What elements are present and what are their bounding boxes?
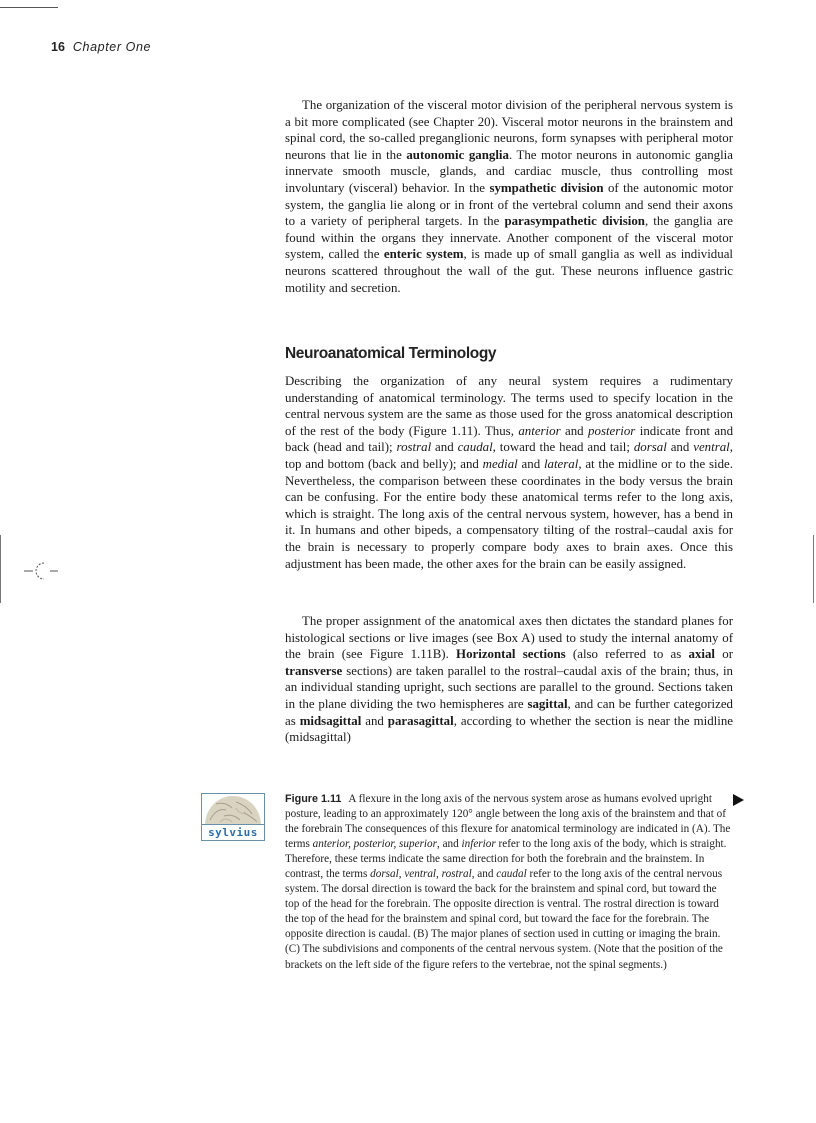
bold-term: parasagittal bbox=[387, 713, 454, 728]
text-run: sections) are taken parallel to the rostral–caudal axis of the brain; thus, in an individual standing upright, such sections are parallel to the ground. Sections taken in the plane dividing the two hemispheres are bbox=[285, 663, 733, 711]
bold-term: parasympathetic division bbox=[504, 214, 645, 229]
bold-term: sympathetic division bbox=[489, 180, 604, 195]
play-arrow-icon[interactable] bbox=[733, 794, 744, 806]
text-run: A flexure in the long axis of the nervous system arose as humans evolved upright posture, leading to an approximately 120° angle between the long axis of the brainstem and that of the forebrain The consequences of this flexure for anatomical terminology are indicated in (A). The terms bbox=[285, 793, 731, 851]
italic-term: caudal bbox=[457, 440, 493, 455]
page-number: 16 bbox=[51, 40, 65, 54]
crop-mark-left bbox=[0, 535, 1, 603]
sylvius-logo-icon[interactable] bbox=[201, 793, 265, 841]
italic-term: anterior bbox=[518, 423, 561, 438]
bold-term: axial bbox=[688, 647, 716, 662]
italic-term: posterior bbox=[588, 423, 636, 438]
text-run: and bbox=[361, 713, 388, 728]
running-head bbox=[51, 40, 151, 54]
bold-term: transverse bbox=[285, 663, 343, 678]
text-run: , bbox=[398, 868, 405, 881]
italic-term: ventral bbox=[404, 868, 437, 881]
text-run: , at the midline or to the side. Nevertheless, the comparison between these coordinates in the body versus the brain can be confusing. For the entire body these anatomical terms refer to the long axis, which is straight. The long axis of the central nervous system, however, has a bend in it. In humans and other bipeds, a compensatory tilting of the rostral–caudal axis for the brain is necessary to properly compare body axes to brain axes. Once this adjustment has been made, the other axes for the brain can be easily assigned. bbox=[285, 456, 734, 571]
italic-term: dorsal bbox=[370, 868, 399, 881]
crop-mark-top bbox=[0, 7, 58, 8]
text-run: , the ganglia are found within the organs they innervate. Another component of the visceral motor system, called the bbox=[285, 214, 733, 262]
text-run: refer to the long axis of the central nervous system. The dorsal direction is toward the back for the brainstem and spinal cord, but toward the top of the head for the forebrain. The opposite direction is ventral. The rostral direction is toward the top of the head for the brainstem and spinal cord, but toward the face for the forebrain. The opposite direction is caudal. (B) The major planes of section used in cutting or imaging the brain. (C) The subdivisions and components of the central nervous system. (Note that the position of the brackets on the left side of the figure refers to the vertebrae, not the spinal segments.) bbox=[285, 868, 723, 971]
text-run: , and bbox=[471, 868, 497, 881]
italic-term: caudal bbox=[496, 868, 527, 881]
text-run: Describing the organization of any neural system requires a rudimentary understanding of anatomical terminology. The terms used to specify location in the central nervous system are the same as those used for the gross anatomical description of the rest of the body (Figure 1.11). Thus, bbox=[285, 374, 733, 438]
text-run: or bbox=[715, 647, 733, 662]
text-run: , according to whether the section is near the midline (midsagittal) bbox=[285, 713, 733, 745]
text-run: and bbox=[666, 440, 694, 455]
text-run: , is made up of small ganglia as well as individual neurons scattered throughout the wall of the gut. These neurons influence gastric motility and secretion. bbox=[285, 247, 733, 295]
text-run: indicate front and back (head and tail); bbox=[285, 423, 734, 455]
bold-term: autonomic ganglia bbox=[406, 147, 509, 162]
text-run: , and can be further categorized as bbox=[285, 696, 733, 728]
text-run: . The motor neurons in autonomic ganglia innervate smooth muscle, glands, and cardiac muscle, thus controlling most involuntary (visceral) behavior. In the bbox=[285, 147, 733, 195]
paragraph-terminology bbox=[285, 373, 733, 572]
registration-mark-icon bbox=[22, 560, 60, 582]
chapter-title: Chapter One bbox=[72, 40, 152, 54]
italic-term: anterior, posterior, superior bbox=[312, 838, 437, 851]
text-run: and bbox=[431, 440, 458, 455]
figure-label: Figure 1.11 bbox=[285, 793, 342, 805]
italic-term: rostral bbox=[396, 440, 432, 455]
section-heading: Neuroanatomical Terminology bbox=[285, 345, 497, 362]
bold-term: midsagittal bbox=[299, 713, 362, 728]
text-run: and bbox=[560, 423, 589, 438]
crop-mark-right bbox=[813, 535, 814, 603]
caption-text bbox=[285, 793, 730, 971]
figure-caption bbox=[285, 792, 733, 973]
sylvius-brain-icon bbox=[202, 794, 264, 826]
text-run: refer to the long axis of the body, which is straight. Therefore, these terms indicate the same direction for both the forebrain and the brainstem. In contrast, the terms bbox=[285, 838, 727, 881]
text-run: The organization of the visceral motor division of the peripheral nervous system is a bit more complicated (see Chapter 20). Visceral motor neurons in the brainstem and spinal cord, the so-called preganglionic neurons, form synapses with peripheral motor neurons that lie in the bbox=[285, 98, 733, 162]
text-run: , top and bottom (back and belly); and bbox=[285, 440, 733, 471]
paragraph-visceral-motor bbox=[285, 97, 733, 296]
italic-term: lateral bbox=[543, 456, 579, 471]
italic-term: ventral bbox=[693, 440, 730, 455]
sylvius-logo-text: sylvius bbox=[202, 824, 264, 840]
paragraph-planes bbox=[285, 613, 733, 746]
italic-term: dorsal bbox=[633, 440, 667, 455]
text-run: and bbox=[517, 456, 544, 471]
text-run: The proper assignment of the anatomical axes then dictates the standard planes for histological sections or live images (see Box A) used to study the internal anatomy of the brain (see Figure 1.11B). bbox=[285, 614, 733, 662]
italic-term: inferior bbox=[461, 838, 496, 851]
bold-term: enteric system bbox=[383, 247, 464, 262]
text-run: , and bbox=[436, 838, 462, 851]
text-run: (also referred to as bbox=[565, 647, 689, 662]
text-run: , bbox=[436, 868, 442, 881]
italic-term: rostral bbox=[441, 868, 472, 881]
text-run: of the autonomic motor system, the ganglia lie along or in front of the vertebral column and send their axons to a variety of peripheral targets. In the bbox=[285, 180, 733, 229]
bold-term: Horizontal sections bbox=[456, 647, 566, 662]
italic-term: medial bbox=[482, 456, 518, 471]
bold-term: sagittal bbox=[527, 696, 568, 711]
text-run: , toward the head and tail; bbox=[492, 440, 634, 455]
